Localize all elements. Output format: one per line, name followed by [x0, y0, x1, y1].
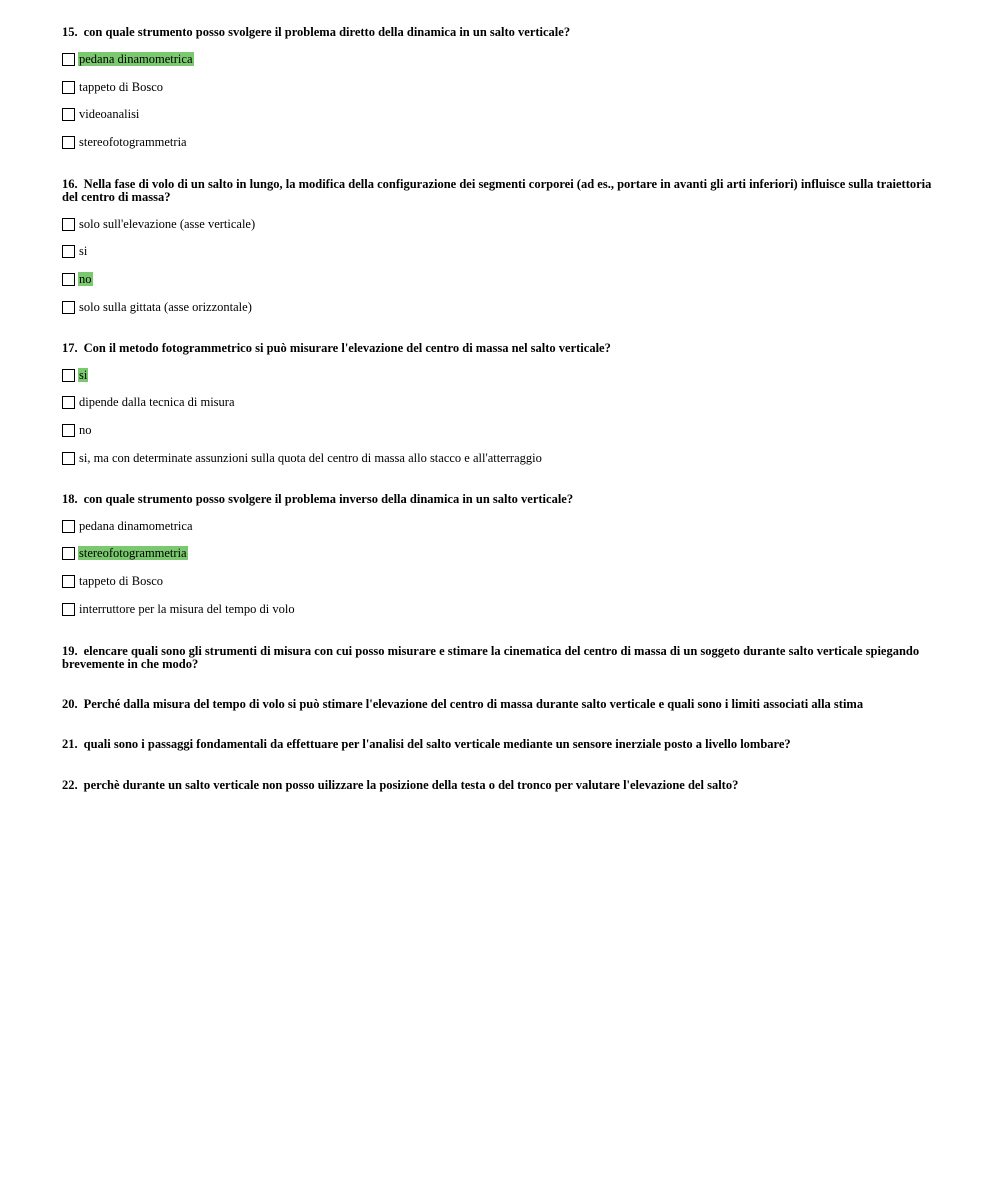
question-number: 19. [62, 644, 78, 658]
question-title [62, 698, 942, 711]
option-checkbox[interactable] [62, 245, 75, 258]
option-item[interactable] [62, 79, 164, 95]
question-text: con quale strumento posso svolgere il problema diretto della dinamica in un salto verticale? [83, 25, 571, 39]
question-text: elencare quali sono gli strumenti di misura con cui posso misurare e stimare la cinematica del centro di massa di un soggeto durante salto verticale spiegando brevemente in che modo? [62, 644, 920, 671]
option-checkbox[interactable] [62, 452, 75, 465]
question-title [62, 26, 942, 39]
question-number: 20. [62, 697, 78, 711]
question-text: Perché dalla misura del tempo di volo si può stimare l'elevazione del centro di massa durante salto verticale e quali sono i limiti associati alla stima [83, 697, 864, 711]
question-18 [62, 492, 942, 616]
option-item[interactable] [62, 394, 236, 410]
option-label: pedana dinamometrica [79, 519, 193, 533]
question-16 [62, 177, 942, 314]
question-text: Con il metodo fotogrammetrico si può misurare l'elevazione del centro di massa nel salto verticale? [83, 341, 611, 355]
question-text: quali sono i passaggi fondamentali da effettuare per l'analisi del salto verticale mediante un sensore inerziale posto a livello lombare? [83, 737, 791, 751]
question-text: con quale strumento posso svolgere il problema inverso della dinamica in un salto verticale? [83, 492, 574, 506]
question-19 [62, 645, 942, 671]
option-label: dipende dalla tecnica di misura [79, 395, 235, 409]
question-title [62, 645, 942, 671]
option-label: no [79, 272, 92, 286]
option-label: si [79, 244, 88, 258]
question-17 [62, 341, 942, 465]
question-title [62, 178, 942, 204]
question-number: 15. [62, 25, 78, 39]
option-item[interactable] [62, 573, 164, 589]
option-item[interactable] [62, 243, 88, 259]
option-checkbox[interactable] [62, 575, 75, 588]
option-label: no [79, 423, 92, 437]
option-label: stereofotogrammetria [79, 135, 187, 149]
option-checkbox[interactable] [62, 547, 75, 560]
option-item[interactable] [62, 422, 93, 438]
question-title [62, 779, 942, 792]
option-label: tappeto di Bosco [79, 80, 164, 94]
option-item[interactable] [62, 518, 194, 534]
option-checkbox[interactable] [62, 53, 75, 66]
question-15 [62, 25, 942, 149]
option-item[interactable] [62, 545, 188, 561]
option-item[interactable] [62, 367, 88, 383]
option-checkbox[interactable] [62, 369, 75, 382]
option-checkbox[interactable] [62, 424, 75, 437]
option-item[interactable] [62, 51, 194, 67]
question-title [62, 342, 942, 355]
option-checkbox[interactable] [62, 81, 75, 94]
question-20 [62, 698, 942, 711]
option-item[interactable] [62, 134, 188, 150]
option-checkbox[interactable] [62, 396, 75, 409]
option-item[interactable] [62, 601, 296, 617]
option-item[interactable] [62, 271, 93, 287]
question-22 [62, 779, 942, 792]
option-label: solo sull'elevazione (asse verticale) [79, 217, 256, 231]
option-checkbox[interactable] [62, 520, 75, 533]
question-number: 18. [62, 492, 78, 506]
option-checkbox[interactable] [62, 108, 75, 121]
question-number: 22. [62, 778, 78, 792]
option-label: solo sulla gittata (asse orizzontale) [79, 300, 252, 314]
option-label: videoanalisi [79, 107, 140, 121]
option-label: si, ma con determinate assunzioni sulla quota del centro di massa allo stacco e all'atterraggio [79, 451, 542, 465]
option-item[interactable] [62, 450, 543, 466]
option-label: pedana dinamometrica [79, 52, 193, 66]
option-checkbox[interactable] [62, 136, 75, 149]
option-checkbox[interactable] [62, 273, 75, 286]
question-21 [62, 738, 942, 751]
question-title [62, 493, 942, 506]
option-item[interactable] [62, 106, 140, 122]
question-number: 17. [62, 341, 78, 355]
option-checkbox[interactable] [62, 218, 75, 231]
option-label: interruttore per la misura del tempo di volo [79, 602, 295, 616]
question-number: 16. [62, 177, 78, 191]
question-text: perchè durante un salto verticale non posso uilizzare la posizione della testa o del tronco per valutare l'elevazione del salto? [83, 778, 739, 792]
question-number: 21. [62, 737, 78, 751]
option-checkbox[interactable] [62, 603, 75, 616]
option-label: si [79, 368, 88, 382]
option-item[interactable] [62, 216, 256, 232]
option-item[interactable] [62, 299, 253, 315]
option-label: tappeto di Bosco [79, 574, 164, 588]
question-text: Nella fase di volo di un salto in lungo, la modifica della configurazione dei segmenti corporei (ad es., portare in avanti gli arti inferiori) influisce sulla traiettoria del centro di massa? [62, 177, 932, 204]
option-checkbox[interactable] [62, 301, 75, 314]
option-label: stereofotogrammetria [79, 546, 187, 560]
question-title [62, 738, 942, 751]
